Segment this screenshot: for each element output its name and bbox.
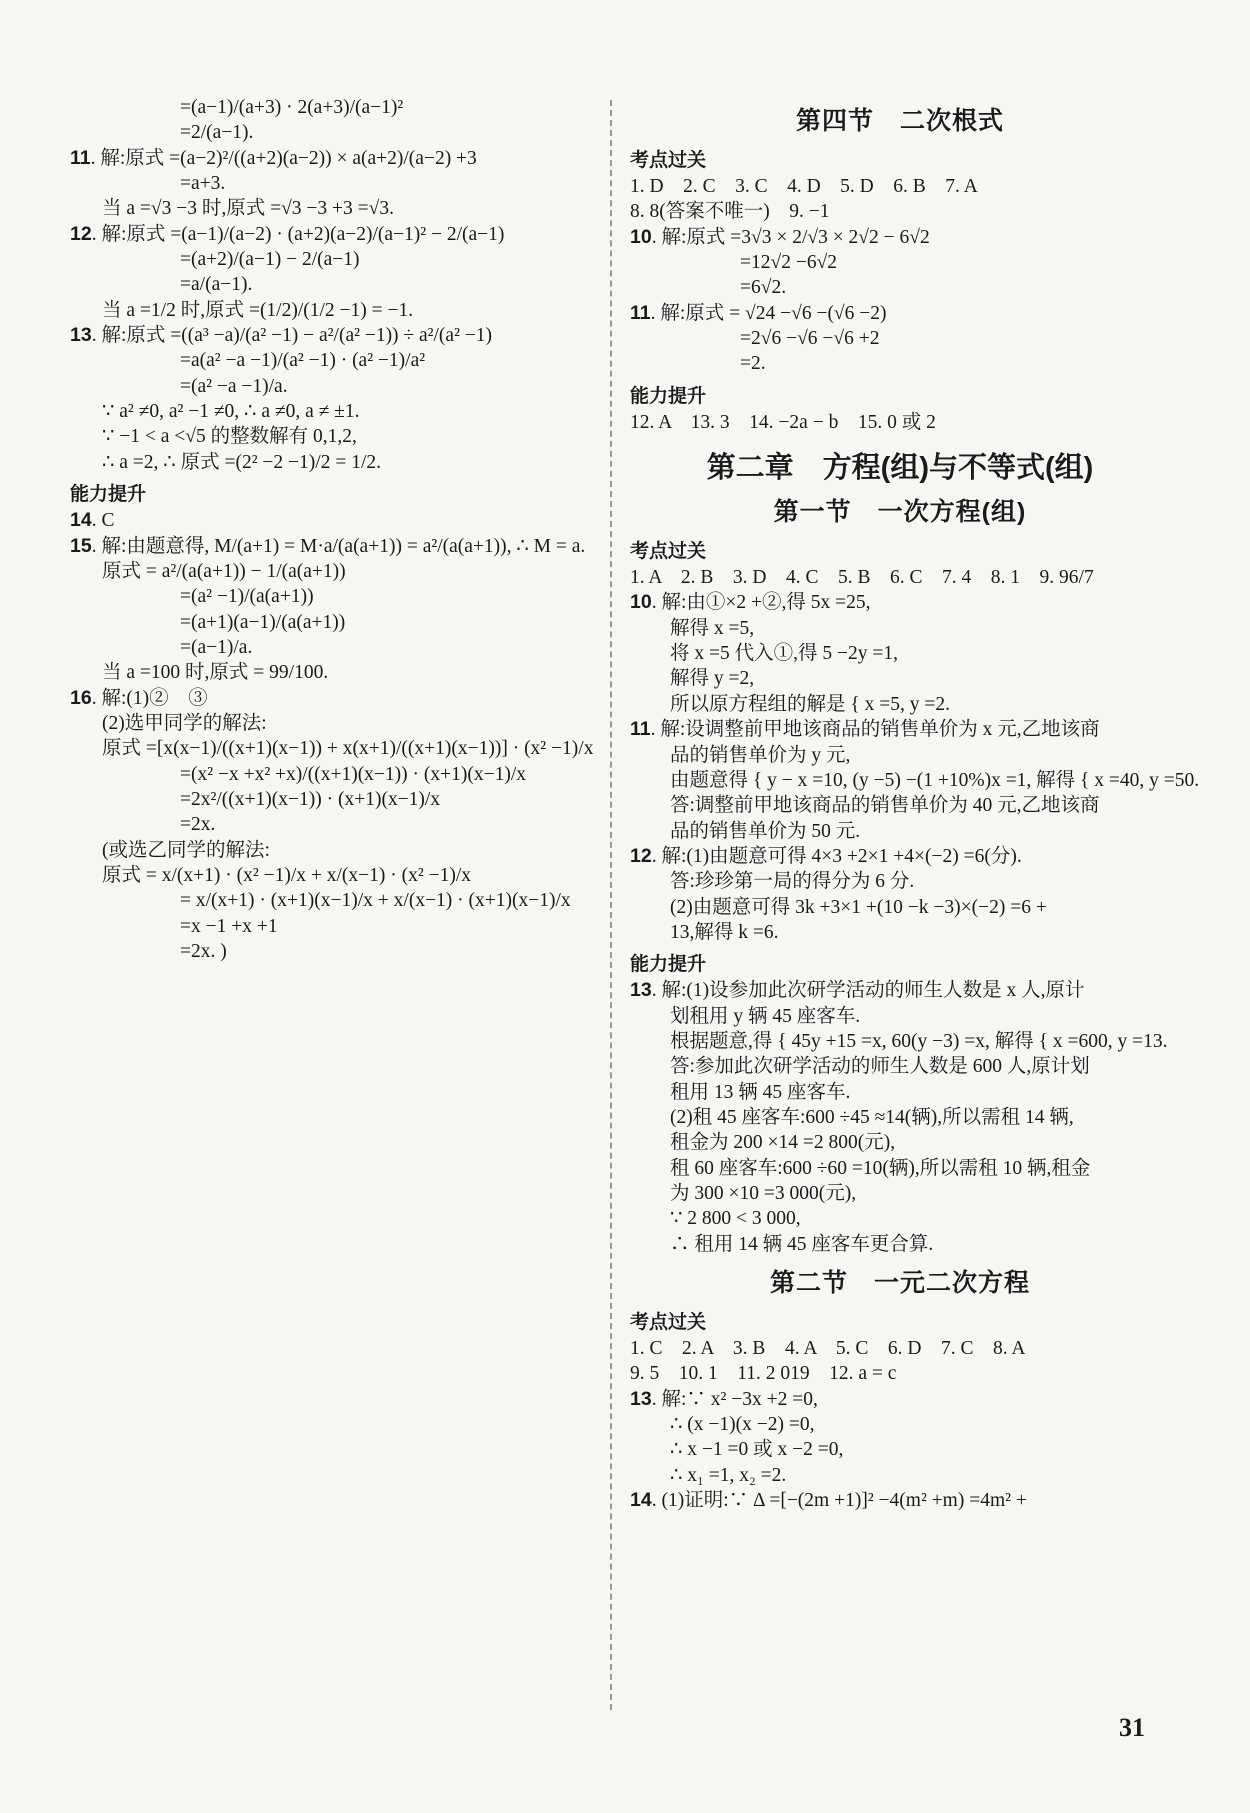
answer-text: =x −1 +x +1	[180, 915, 278, 937]
answer-text: 当 a =√3 −3 时,原式 =√3 −3 +3 =√3.	[102, 198, 394, 220]
answer-line	[70, 635, 590, 660]
answer-text: . 解:∵ x² −3x +2 =0,	[651, 1388, 818, 1410]
answer-line	[630, 326, 1170, 351]
answer-line	[70, 298, 590, 323]
answer-text: 12. A 13. 3 14. −2a − b 15. 0 或 2	[630, 411, 936, 433]
answer-line	[630, 1054, 1170, 1079]
answer-line	[630, 819, 1170, 844]
answer-line	[630, 1387, 1170, 1412]
answer-text: =12√2 −6√2	[740, 252, 838, 274]
question-number: 10	[630, 591, 652, 614]
answer-text: 9. 5 10. 1 11. 2 019 12. a = c	[630, 1363, 897, 1385]
answer-text: ∵ 2 800 < 3 000,	[670, 1208, 801, 1230]
answer-text: 将 x =5 代入①,得 5 −2y =1,	[670, 643, 898, 665]
answer-line	[70, 196, 590, 221]
answer-text: =(a−1)/(a+3) · 2(a+3)/(a−1)²	[180, 97, 404, 118]
answer-line	[70, 584, 590, 609]
answer-line	[70, 247, 590, 272]
answer-line	[630, 920, 1170, 945]
answer-text: . 解:原式 =(a−2)²/((a+2)(a−2)) × a(a+2)/(a−2) +3	[90, 147, 477, 169]
answer-text: . 解:由题意得, M/(a+1) = M·a/(a(a+1)) = a²/(a(a+1)), ∴ M = a.	[91, 535, 586, 557]
answer-line	[630, 1361, 1170, 1386]
question-number: 16	[70, 686, 92, 709]
answer-text: =2x²/((x+1)(x−1)) · (x+1)(x−1)/x	[180, 788, 441, 810]
answer-line	[70, 838, 590, 863]
answer-line	[630, 1412, 1170, 1437]
answer-line	[70, 508, 590, 533]
answer-text: 租 60 座客车:600 ÷60 =10(辆),所以需租 10 辆,租金	[670, 1157, 1091, 1179]
answer-text: . 解:原式 =3√3 × 2/√3 × 2√2 − 6√2	[651, 226, 930, 248]
answer-text: ∵ −1 < a <√5 的整数解有 0,1,2,	[102, 426, 357, 448]
subsection-heading: 能力提升	[630, 954, 707, 976]
answer-text: =a(a² −a −1)/(a² −1) · (a² −1)/a²	[180, 350, 426, 372]
answer-line	[630, 869, 1170, 894]
answer-text: 为 300 ×10 =3 000(元),	[670, 1183, 857, 1204]
answer-text: 答:珍珍第一局的得分为 6 分.	[670, 871, 915, 893]
answer-line	[630, 768, 1200, 793]
answer-line	[630, 978, 1170, 1003]
answer-text: 划租用 y 辆 45 座客车.	[670, 1005, 861, 1027]
answer-line	[630, 1206, 1170, 1231]
page-number: 31	[1119, 1713, 1145, 1742]
answer-text: 所以原方程组的解是 { x =5, y =2.	[670, 693, 950, 715]
answer-text: 根据题意,得 { 45y +15 =x, 60(y −3) =x, 解得 { x =600, y =13.	[670, 1030, 1168, 1052]
answer-line	[630, 351, 1170, 376]
answer-line	[70, 914, 590, 939]
answer-line	[630, 743, 1170, 768]
answer-text: ∴ (x −1)(x −2) =0,	[670, 1414, 815, 1436]
answer-line	[630, 1336, 1170, 1361]
answer-line	[70, 736, 594, 761]
answer-text: 租金为 200 ×14 =2 800(元),	[670, 1132, 896, 1154]
answer-text: . 解:(1)由题意可得 4×3 +2×1 +4×(−2) =6(分).	[651, 845, 1022, 867]
answer-text: 解得 x =5,	[670, 617, 755, 639]
chapter-title: 第二章 方程(组)与不等式(组)	[706, 452, 1094, 485]
answer-text: . C	[91, 510, 115, 532]
question-number: 13	[630, 1387, 652, 1410]
question-number: 13	[70, 324, 92, 347]
answer-line	[70, 146, 590, 171]
answer-text: 当 a =100 时,原式 = 99/100.	[102, 662, 329, 684]
answer-line	[630, 616, 1170, 641]
question-number: 14	[70, 509, 92, 532]
answer-line	[70, 399, 590, 424]
answer-text: . 解:原式 =((a³ −a)/(a² −1) − a²/(a² −1)) ÷ a²/(a² −1)	[91, 325, 493, 347]
answer-line	[70, 534, 590, 559]
answer-text: = x/(x+1) · (x+1)(x−1)/x + x/(x−1) · (x+1)(x−1)/x	[180, 890, 571, 912]
section-title: 第一节 一次方程(组)	[773, 498, 1027, 527]
answer-text: 1. C 2. A 3. B 4. A 5. C 6. D 7. C 8. A	[630, 1338, 1026, 1360]
answer-line	[70, 888, 590, 913]
subsection-heading: 考点过关	[630, 150, 707, 171]
answer-line	[70, 95, 590, 120]
question-number: 13	[630, 979, 652, 1002]
answer-line	[70, 559, 590, 584]
answer-text: 品的销售单价为 50 元.	[670, 820, 861, 842]
answer-line	[630, 692, 1170, 717]
question-number: 11	[70, 146, 91, 169]
answer-line	[630, 1004, 1170, 1029]
answer-line	[630, 250, 1170, 275]
question-number: 10	[630, 225, 652, 248]
answer-line	[630, 174, 1170, 199]
answer-line	[70, 787, 590, 812]
answer-line	[70, 762, 590, 787]
answer-text: =6√2.	[740, 277, 787, 299]
question-number: 11	[630, 718, 651, 741]
answer-line	[630, 301, 1170, 326]
left-column	[70, 95, 594, 964]
answer-text: (2)选甲同学的解法:	[102, 712, 267, 734]
answer-text: ∴ a =2, ∴ 原式 =(2² −2 −1)/2 = 1/2.	[102, 451, 381, 473]
answer-line	[630, 1437, 1170, 1462]
answer-text: 答:调整前甲地该商品的销售单价为 40 元,乙地该商	[670, 795, 1100, 817]
question-number: 14	[630, 1489, 652, 1512]
answer-text: . 解:原式 = √24 −√6 −(√6 −2)	[650, 302, 887, 324]
question-number: 15	[70, 534, 92, 557]
answer-text: 品的销售单价为 y 元,	[670, 744, 851, 766]
question-number: 12	[70, 222, 92, 245]
answer-text: . (1)证明:∵ Δ =[−(2m +1)]² −4(m² +m) =4m² +	[651, 1490, 1027, 1512]
answer-line	[630, 844, 1170, 869]
answer-line	[70, 424, 590, 449]
answer-text: . 解:由①×2 +②,得 5x =25,	[651, 592, 871, 614]
answer-text: 原式 =[x(x−1)/((x+1)(x−1)) + x(x+1)/((x+1)(x−1))] · (x² −1)/x	[102, 738, 594, 760]
answer-text: 解得 y =2,	[670, 668, 755, 690]
answer-text: 由题意得 { y − x =10, (y −5) −(1 +10%)x =1, 解得 { x =40, y =50.	[670, 769, 1200, 791]
answer-line	[630, 1232, 1170, 1257]
answer-text: =(a² −a −1)/a.	[180, 375, 288, 397]
answer-text: (2)由题意可得 3k +3×1 +(10 −k −3)×(−2) =6 +	[670, 896, 1047, 918]
answer-line	[630, 1156, 1170, 1181]
section-title: 第四节 二次根式	[795, 107, 1004, 135]
answer-text: ∵ a² ≠0, a² −1 ≠0, ∴ a ≠0, a ≠ ±1.	[102, 401, 360, 423]
answer-text: =(a+1)(a−1)/(a(a+1))	[180, 611, 346, 633]
answer-line	[70, 939, 590, 964]
answer-line	[630, 895, 1170, 920]
answer-line	[630, 1181, 1170, 1206]
subsection-heading: 能力提升	[70, 484, 147, 506]
answer-text: 8. 8(答案不唯一) 9. −1	[630, 201, 830, 223]
answer-line	[630, 199, 1170, 224]
answer-line	[70, 222, 590, 247]
answer-text: =2√6 −√6 −√6 +2	[740, 328, 880, 350]
answer-text: 13,解得 k =6.	[670, 921, 779, 943]
answer-line	[70, 323, 590, 348]
answer-line	[70, 374, 590, 399]
answer-text: . 解:原式 =(a−1)/(a−2) · (a+2)(a−2)/(a−1)² − 2/(a−1)	[91, 223, 505, 245]
answer-text: ∴ 租用 14 辆 45 座客车更合算.	[670, 1233, 934, 1255]
answer-line	[630, 225, 1170, 250]
answer-text: 答:参加此次研学活动的师生人数是 600 人,原计划	[670, 1056, 1090, 1078]
answer-line	[70, 450, 590, 475]
answer-line	[630, 793, 1170, 818]
answer-line	[630, 590, 1170, 615]
question-number: 12	[630, 844, 652, 867]
answer-text: =2.	[740, 353, 766, 375]
column-divider	[610, 100, 612, 1710]
answer-line	[70, 711, 590, 736]
answer-text: =(a−1)/a.	[180, 636, 253, 658]
answer-line	[630, 1488, 1170, 1513]
answer-text: 租用 13 辆 45 座客车.	[670, 1081, 851, 1103]
answer-text: =a/(a−1).	[180, 274, 253, 296]
answer-text: (2)租 45 座客车:600 ÷45 ≈14(辆),所以需租 14 辆,	[670, 1106, 1074, 1128]
subsection-heading: 能力提升	[630, 385, 707, 407]
answer-line	[630, 1130, 1170, 1155]
answer-text: =2/(a−1).	[180, 122, 254, 144]
right-column	[630, 95, 1200, 1513]
answer-line	[630, 1105, 1170, 1130]
answer-line	[70, 348, 590, 373]
answer-text: 1. D 2. C 3. C 4. D 5. D 6. B 7. A	[630, 176, 978, 197]
answer-text: 原式 = a²/(a(a+1)) − 1/(a(a+1))	[102, 560, 346, 582]
subsection-heading: 考点过关	[630, 541, 707, 563]
answer-line	[630, 275, 1170, 300]
answer-text: ∴ x −1 =0 或 x −2 =0,	[670, 1439, 844, 1461]
answer-text: ∴ x₁ =1, x₂ =2.	[670, 1464, 787, 1486]
answer-line	[70, 610, 590, 635]
answer-line	[630, 1463, 1170, 1488]
answer-text: . 解:设调整前甲地该商品的销售单价为 x 元,乙地该商	[650, 719, 1100, 741]
answer-text: =(a² −1)/(a(a+1))	[180, 586, 314, 608]
question-number: 11	[630, 301, 651, 324]
answer-text: 原式 = x/(x+1) · (x² −1)/x + x/(x−1) · (x² −1)/x	[102, 864, 472, 886]
answer-line	[630, 410, 1170, 435]
answer-line	[630, 1029, 1170, 1054]
answer-line	[70, 812, 590, 837]
answer-text: =(x² −x +x² +x)/((x+1)(x−1)) · (x+1)(x−1)/x	[180, 763, 527, 785]
answer-line	[70, 272, 590, 297]
answer-text: 当 a =1/2 时,原式 =(1/2)/(1/2 −1) = −1.	[102, 299, 414, 321]
answer-line	[70, 171, 590, 196]
answer-line	[70, 863, 590, 888]
answer-text: (或选乙同学的解法:	[102, 839, 270, 861]
answer-text: . 解:(1)② ③	[91, 687, 208, 709]
answer-text: 1. A 2. B 3. D 4. C 5. B 6. C 7. 4 8. 1 9. 96/7	[630, 567, 1094, 589]
answer-text: =2x.	[180, 814, 216, 836]
answer-line	[630, 666, 1170, 691]
subsection-heading: 考点过关	[630, 1312, 707, 1334]
answer-line	[630, 641, 1170, 666]
answer-text: =(a+2)/(a−1) − 2/(a−1)	[180, 249, 360, 271]
answer-line	[630, 717, 1170, 742]
answer-line	[630, 1080, 1170, 1105]
answer-line	[630, 565, 1170, 590]
answer-text: =a+3.	[180, 173, 226, 195]
answer-line	[70, 660, 590, 685]
answer-line	[70, 686, 590, 711]
answer-line	[70, 120, 590, 145]
answer-text: =2x. )	[180, 941, 227, 962]
answer-text: . 解:(1)设参加此次研学活动的师生人数是 x 人,原计	[651, 980, 1085, 1002]
section-title: 第二节 一元二次方程	[769, 1269, 1030, 1298]
